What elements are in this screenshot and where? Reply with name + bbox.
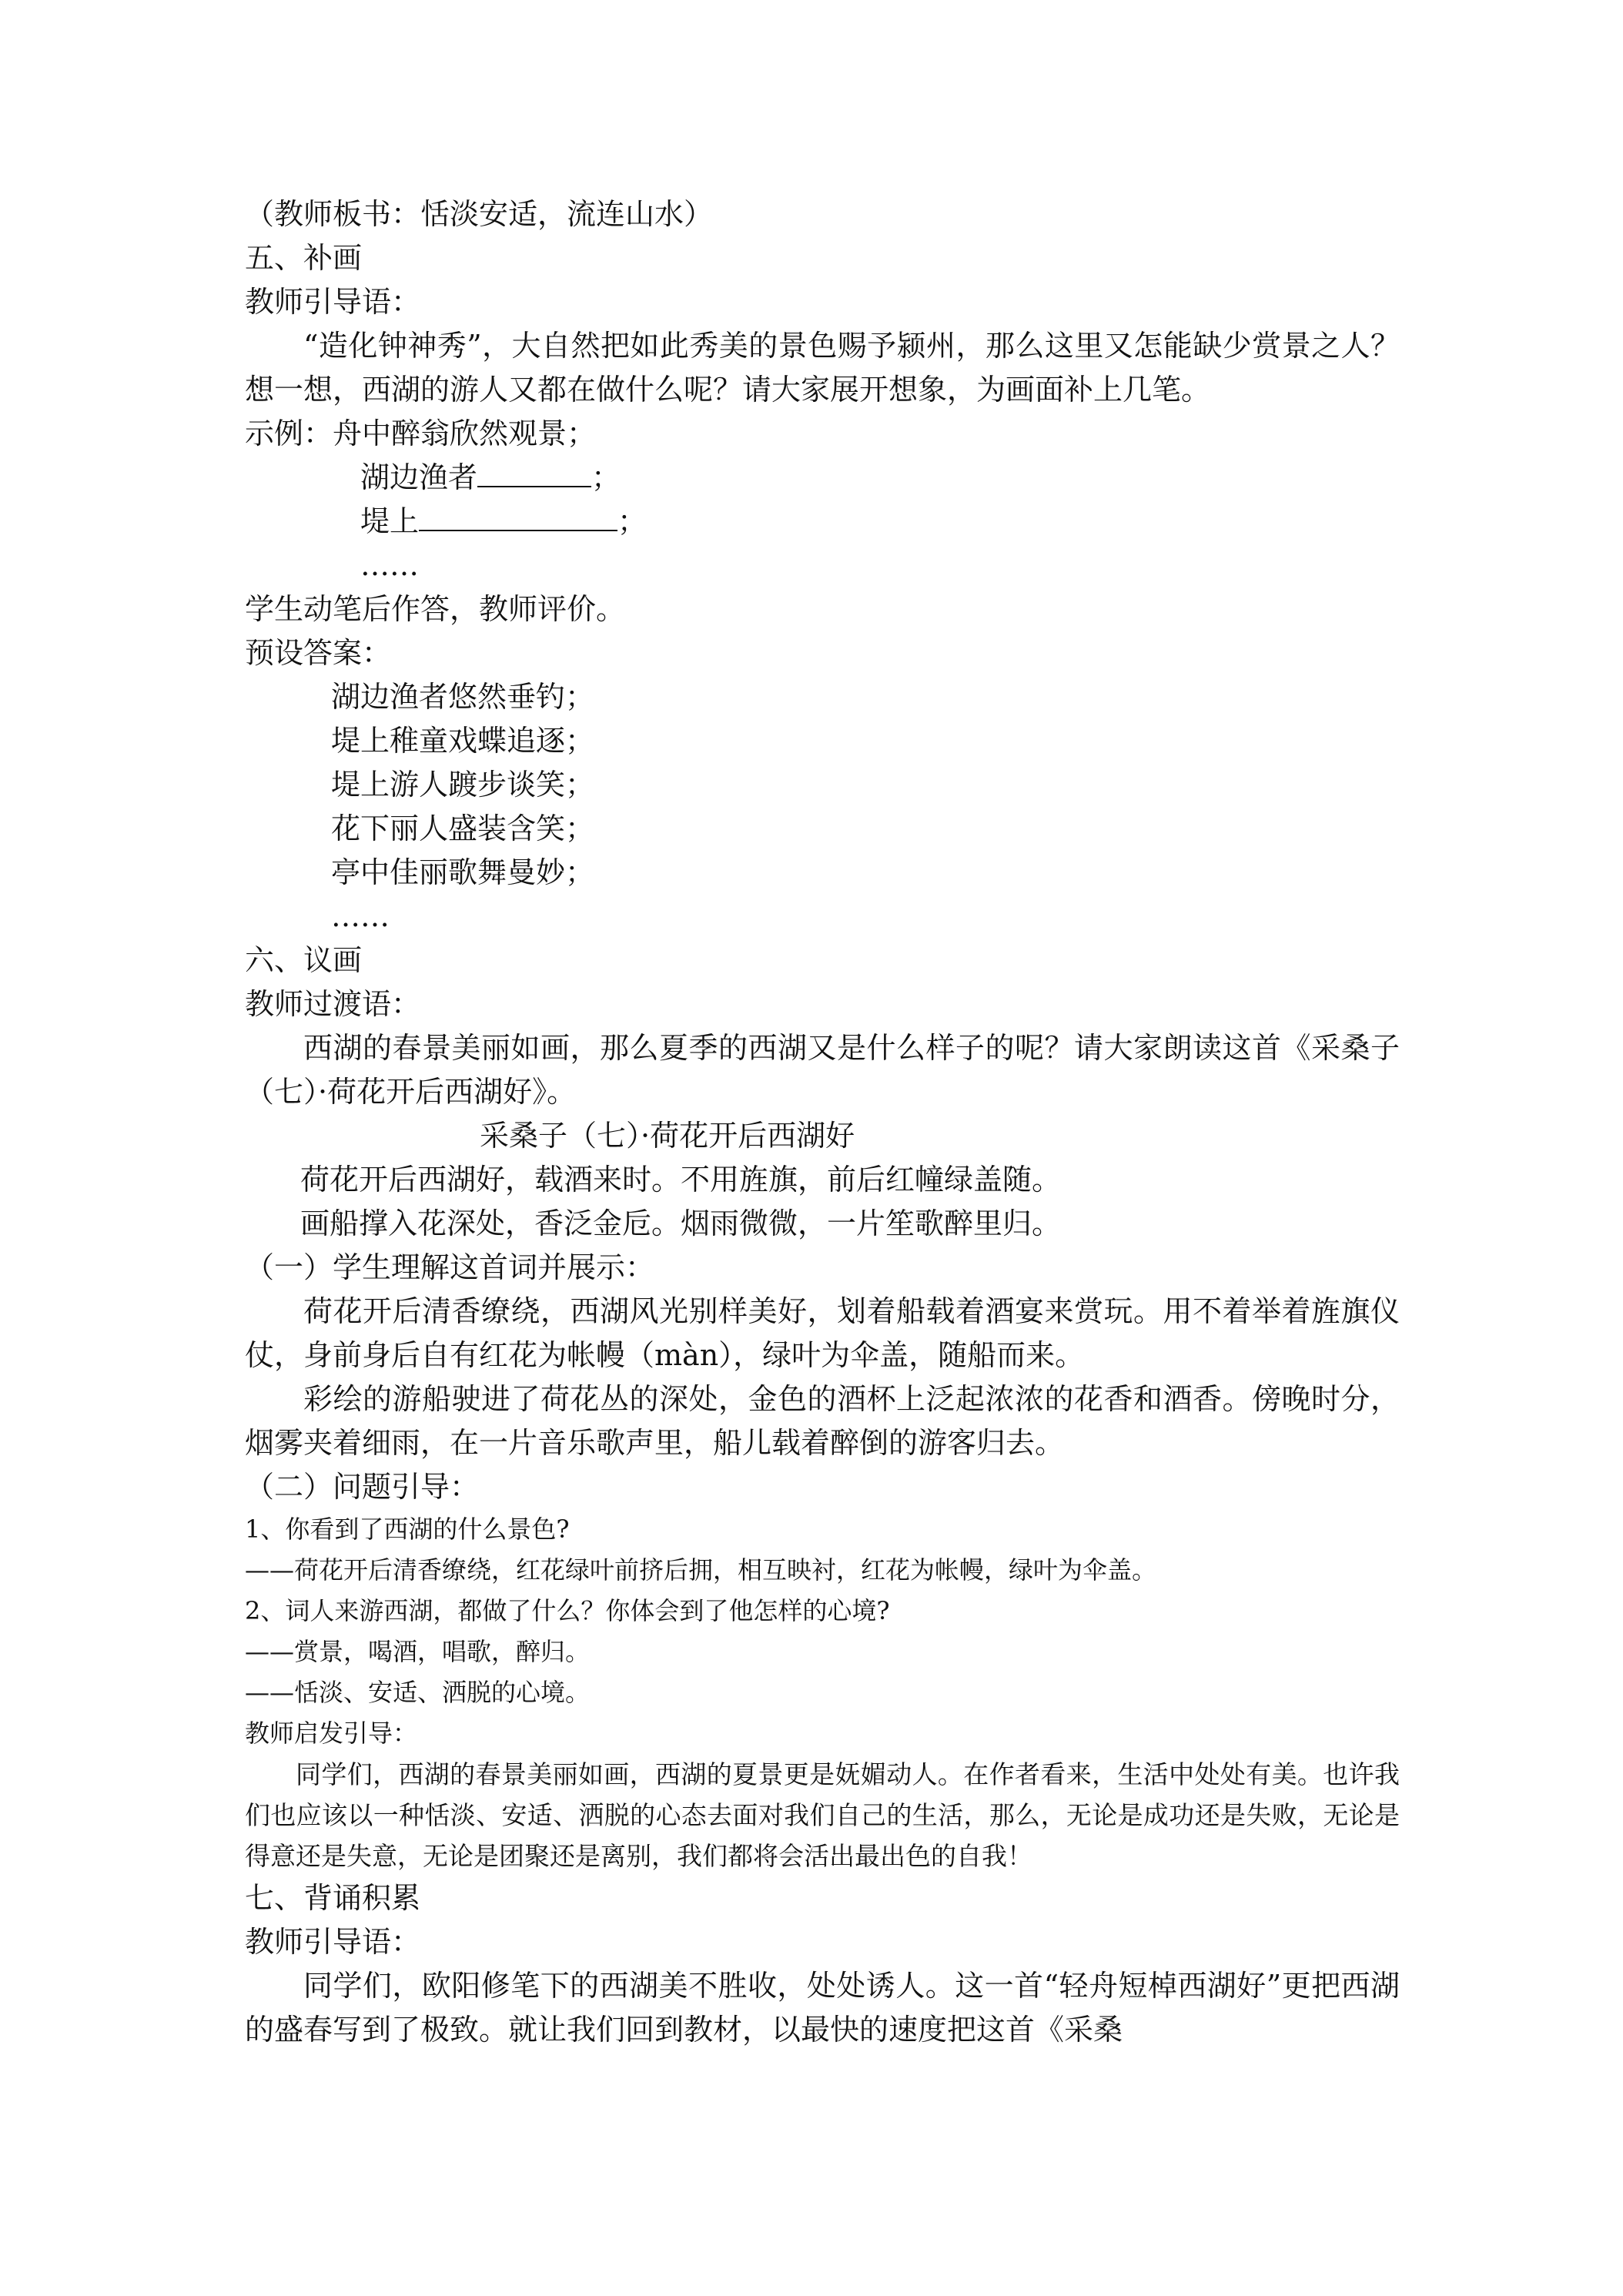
preset-answer-3: 堤上游人踱步谈笑； bbox=[331, 768, 595, 802]
translation-paragraph-1: 荷花开后清香缭绕，西湖风光别样美好，划着船载着酒宴来赏玩。用不着举着旌旗仪仗，身前身后自有红花为帐幔（màn），绿叶为伞盖，随船而来。 bbox=[245, 1294, 1400, 1372]
poem-line-1: 荷花开后西湖好，载酒来时。不用旌旗，前后红幢绿盖随。 bbox=[300, 1163, 1062, 1197]
preset-answer-4: 花下丽人盛装含笑； bbox=[331, 812, 595, 845]
answer-1: ——荷花开后清香缭绕，红花绿叶前挤后拥，相互映衬，红花为帐幔，绿叶为伞盖。 bbox=[245, 1555, 1157, 1585]
section-heading-6: 六、议画 bbox=[245, 943, 363, 977]
preset-answer-1: 湖边渔者悠然垂钓； bbox=[331, 680, 595, 714]
question-2: 2、词人来游西湖，都做了什么？你体会到了他怎样的心境? bbox=[245, 1596, 890, 1625]
guide-paragraph-1: “造化钟神秀”，大自然把如此秀美的景色赐予颍州，那么这里又怎能缺少赏景之人？想一想，西湖的游人又都在做什么呢？请大家展开想象，为画面补上几笔。 bbox=[245, 329, 1400, 407]
fill-blank-2[interactable] bbox=[419, 507, 617, 531]
section-heading-7: 七、背诵积累 bbox=[245, 1881, 421, 1915]
example-fill-2-text: 堤上 bbox=[360, 504, 420, 538]
answer-2b: ——恬淡、安适、洒脱的心境。 bbox=[245, 1678, 591, 1707]
document-body bbox=[245, 192, 1400, 2052]
preset-answer-ellipsis: …… bbox=[331, 899, 390, 933]
inspire-paragraph: 同学们，西湖的春景美丽如画，西湖的夏景更是妩媚动人。在作者看来，生活中处处有美。也许我们也应该以一种恬淡、安适、洒脱的心态去面对我们自己的生活，那么，无论是成功还是失败，无论是得意还是失意，无论是团聚还是离别，我们都将会活出最出色的自我！ bbox=[245, 1759, 1400, 1871]
example-fill-1-text: 湖边渔者 bbox=[360, 460, 478, 494]
teacher-inspire-label: 教师启发引导： bbox=[245, 1719, 418, 1748]
subsection-2: （二）问题引导： bbox=[245, 1470, 480, 1504]
student-answer-note: 学生动笔后作答，教师评价。 bbox=[245, 592, 626, 626]
transition-paragraph: 西湖的春景美丽如画，那么夏季的西湖又是什么样子的呢？请大家朗读这首《采桑子（七）·荷花开后西湖好》。 bbox=[245, 1031, 1400, 1109]
section-heading-5: 五、补画 bbox=[245, 241, 363, 275]
poem-line-2: 画船撑入花深处，香泛金卮。烟雨微微，一片笙歌醉里归。 bbox=[300, 1207, 1062, 1240]
subsection-1: （一）学生理解这首词并展示： bbox=[245, 1250, 655, 1284]
blackboard-note: （教师板书：恬淡安适，流连山水） bbox=[245, 197, 714, 231]
fill-blank-1[interactable] bbox=[477, 463, 591, 487]
teacher-guide-label-2: 教师引导语： bbox=[245, 1925, 421, 1959]
example-fill-1 bbox=[245, 456, 1400, 500]
answer-2a: ——赏景，喝酒，唱歌，醉归。 bbox=[245, 1637, 591, 1666]
teacher-guide-label: 教师引导语： bbox=[245, 285, 421, 319]
translation-paragraph-2: 彩绘的游船驶进了荷花丛的深处，金色的酒杯上泛起浓浓的花香和酒香。傍晚时分，烟雾夹着细雨，在一片音乐歌声里，船儿载着醉倒的游客归去。 bbox=[245, 1382, 1400, 1460]
preset-answer-label: 预设答案： bbox=[245, 636, 392, 670]
preset-answer-2: 堤上稚童戏蝶追逐； bbox=[331, 724, 595, 758]
teacher-transition-label: 教师过渡语： bbox=[245, 987, 421, 1021]
poem-title: 采桑子（七）·荷花开后西湖好 bbox=[480, 1119, 855, 1153]
example-line: 示例：舟中醉翁欣然观景； bbox=[245, 417, 597, 450]
example-fill-2-end: ； bbox=[617, 504, 648, 538]
example-fill-1-end: ； bbox=[591, 460, 621, 494]
example-fill-2 bbox=[245, 500, 1400, 544]
preset-answer-5: 亭中佳丽歌舞曼妙； bbox=[331, 855, 595, 889]
guide-paragraph-2: 同学们，欧阳修笔下的西湖美不胜收，处处诱人。这一首“轻舟短棹西湖好”更把西湖的盛春写到了极致。就让我们回到教材，以最快的速度把这首《采桑 bbox=[245, 1969, 1400, 2047]
question-1: 1、你看到了西湖的什么景色? bbox=[245, 1514, 570, 1544]
example-ellipsis: …… bbox=[360, 548, 419, 582]
